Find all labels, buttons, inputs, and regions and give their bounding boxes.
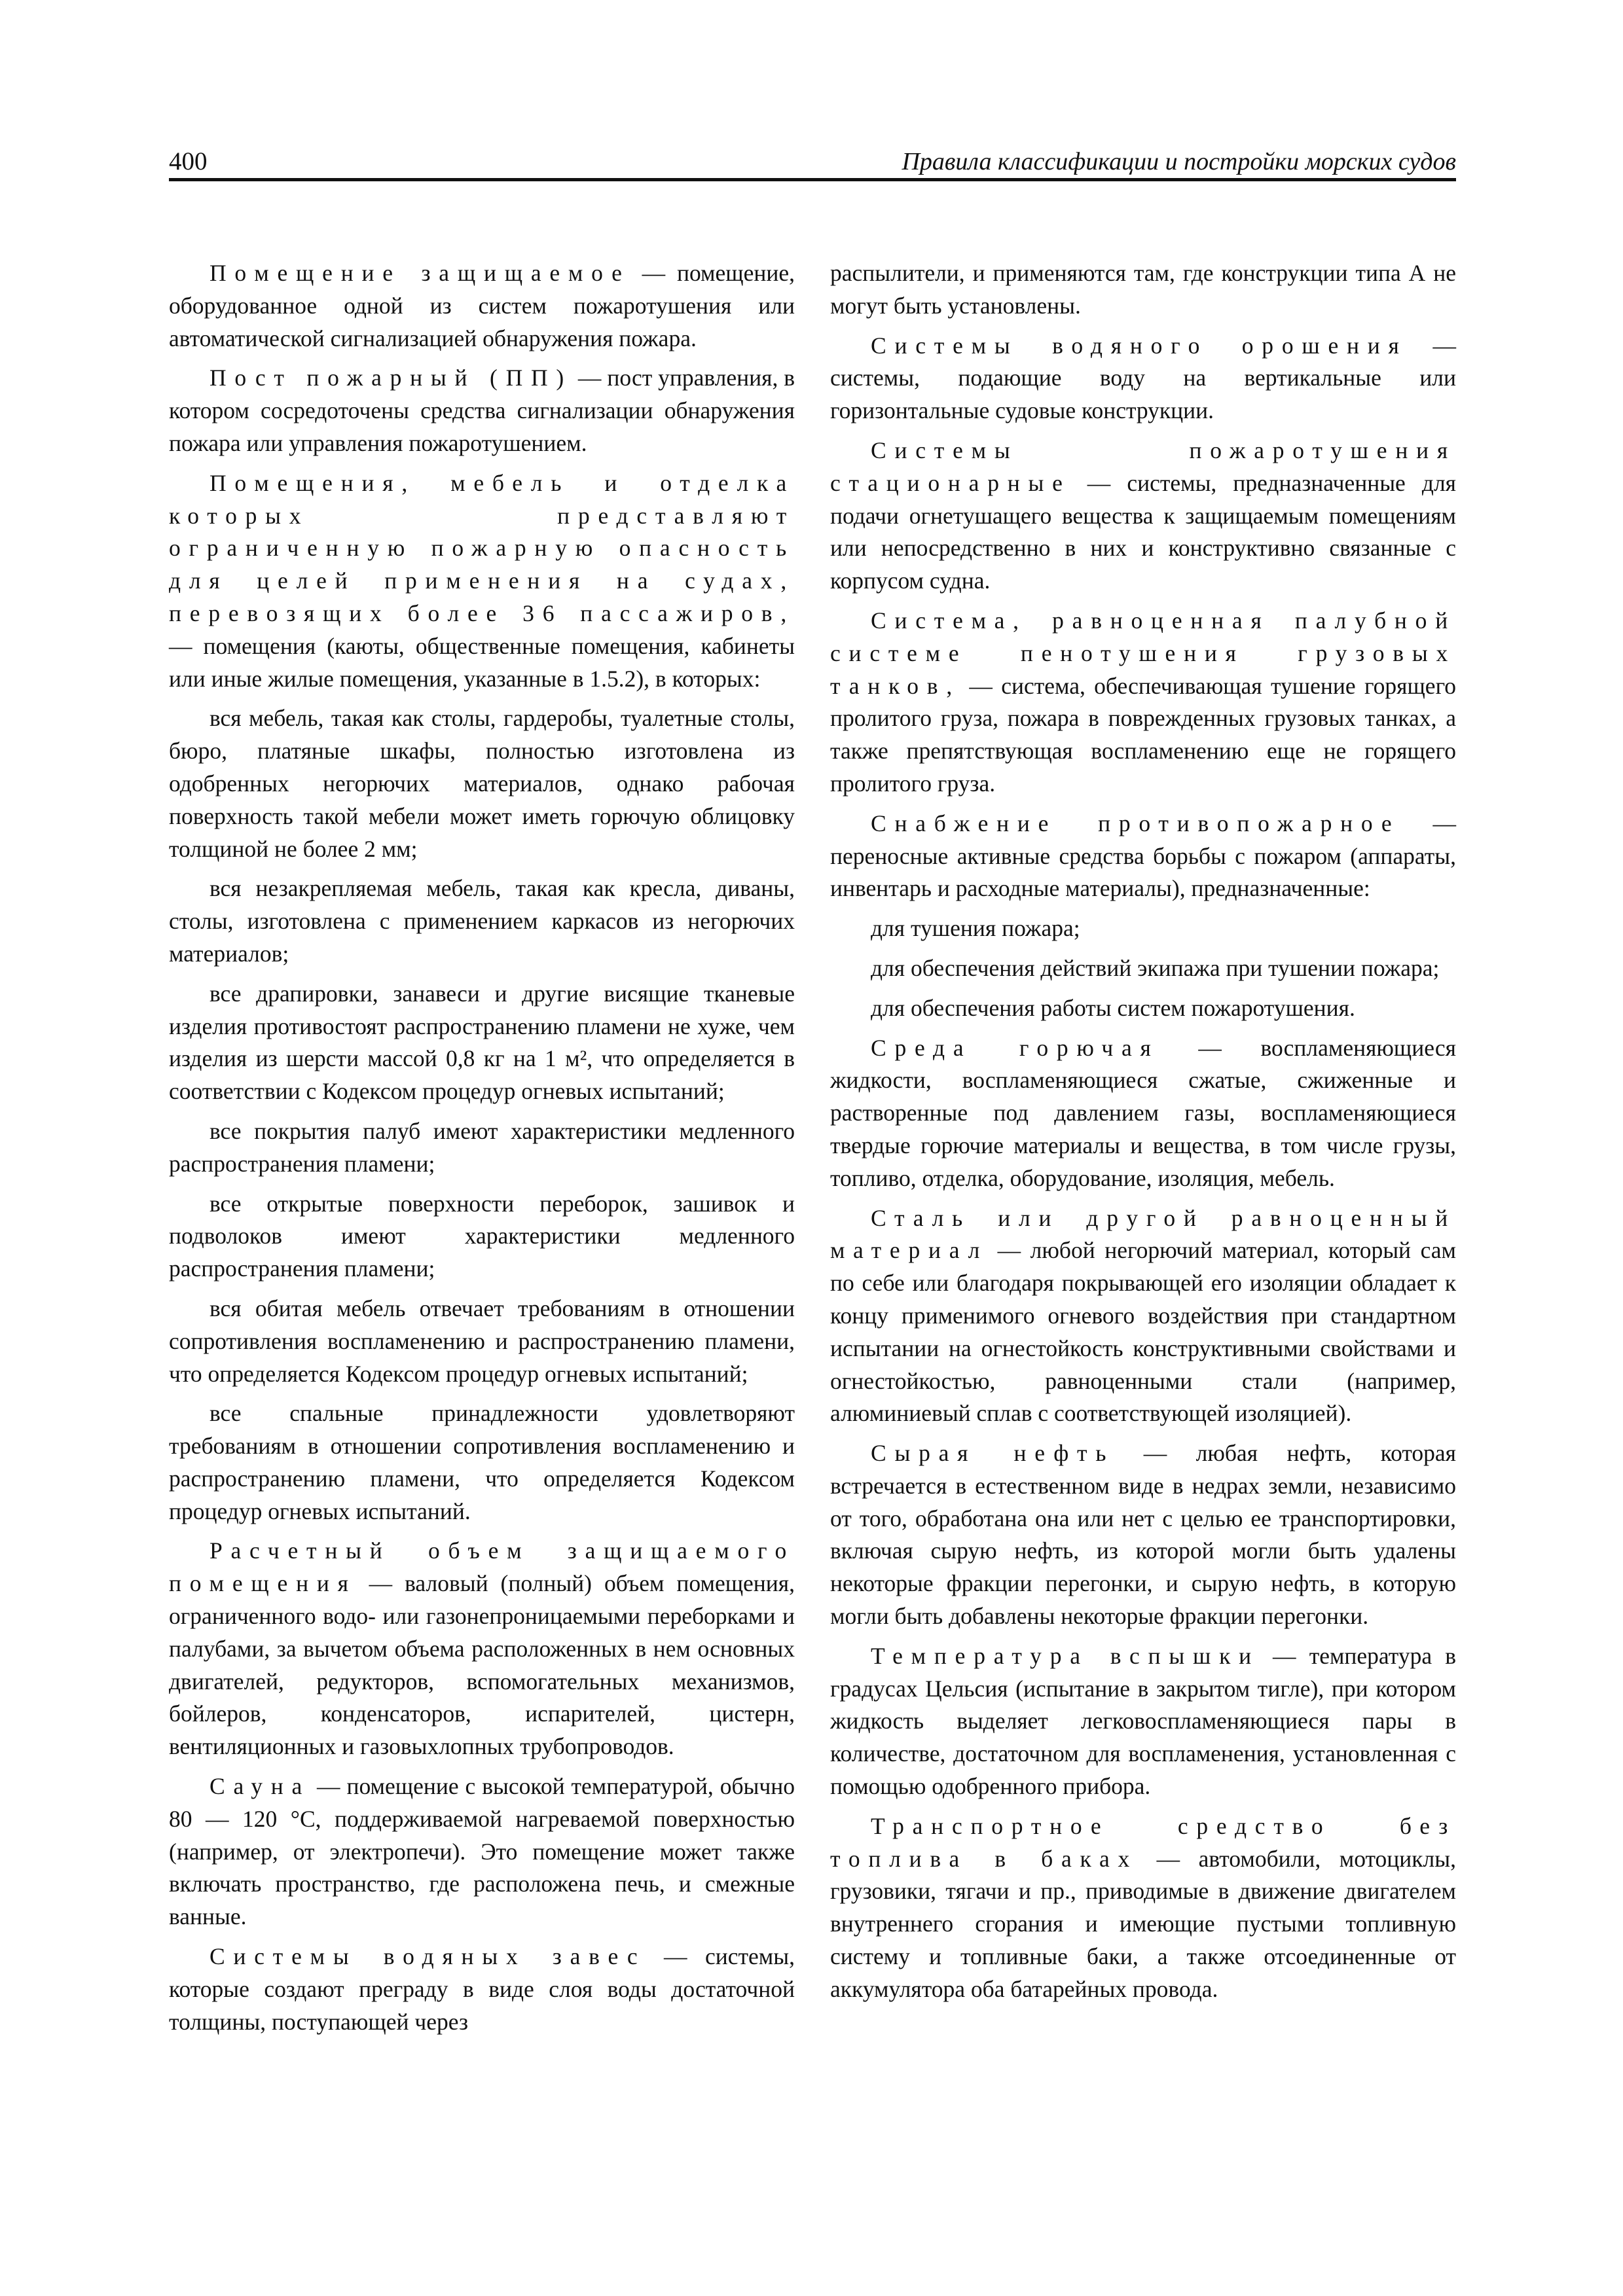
defined-term: Сауна [210, 1773, 311, 1800]
defined-term: Сырая нефть [871, 1440, 1115, 1467]
defined-term: Системы водяного орошения [871, 332, 1408, 359]
list-paragraph [169, 872, 795, 970]
definition-paragraph [830, 1810, 1456, 2006]
definition-text: — воспламеняющиеся жидкости, воспламеняющиеся сжатые, сжиженные и растворенные под давлением газы, воспламеняющиеся твердые горючие материалы и вещества, в том числе грузы, топливо, отделка, оборудование, изоляция, мебель. [830, 1034, 1456, 1191]
defined-term: Температура вспышки [871, 1642, 1260, 1669]
list-paragraph [169, 1397, 795, 1528]
list-text: все драпировки, занавеси и другие висящие тканевые изделия противостоят распространению пламени не хуже, чем изделия из шерсти массой 0,8 кг на 1 м², что определяется в соответствии с Кодексом процедур огневых испытаний; [169, 980, 795, 1105]
list-text: для обеспечения действий экипажа при тушении пожара; [871, 954, 1440, 981]
definition-text: — любая нефть, которая встречается в естественном виде в недрах земли, независимо от того, обработана она или нет с целью ее транспортировки, включая сырую нефть, из которой могли быть удалены некоторые фракции перегонки, и сырую нефть, в которую могли быть добавлены некоторые фракции перегонки. [830, 1440, 1457, 1630]
right-column [830, 257, 1456, 2006]
definition-text: — помещения (каюты, общественные помещения, кабинеты или иные жилые помещения, указанные в 1.5.2), в которых: [169, 632, 795, 692]
defined-term: Системы пожаротушения стационарные [830, 437, 1456, 496]
defined-term: Снабжение противопожарное [871, 810, 1400, 836]
definition-paragraph [169, 257, 795, 355]
list-paragraph [830, 952, 1456, 985]
defined-term: Среда горючая [871, 1034, 1159, 1061]
definition-paragraph [830, 1640, 1456, 1803]
definition-text: распылители, и применяются там, где конструкции типа А не могут быть установлены. [830, 260, 1456, 319]
definition-text: — любой негорючий материал, который сам по себе или благодаря покрывающей его изоляции обладает к концу применимого огневого воздействия при стандартном испытании на огнестойкость конструктивными свойствами и огнестойкостью, равноценными стали (например, алюминиевый сплав с соответствующей изоляцией). [830, 1237, 1456, 1427]
defined-term: Система, равноценная палубной системе пенотушения грузовых танков, [830, 607, 1456, 699]
defined-term: Системы водяных завес [210, 1943, 646, 1970]
list-text: все открытые поверхности переборок, зашивок и подволоков имеют характеристики медленного распространения пламени; [169, 1190, 795, 1282]
header-rule [169, 178, 1456, 181]
defined-term: Пост пожарный (ПП) [210, 365, 573, 391]
definition-text: — системы, которые создают преграду в виде слоя воды достаточной толщины, поступающей через [169, 1943, 795, 2035]
definition-text: — системы, подающие воду на вертикальные или горизонтальные судовые конструкции. [830, 332, 1457, 424]
page-header [169, 145, 1456, 178]
list-text: все покрытия палуб имеют характеристики медленного распространения пламени; [169, 1117, 795, 1177]
definition-text: — автомобили, мотоциклы, грузовики, тягачи и пр., приводимые в движение двигателем внутреннего сгорания и имеющие пустыми топливную систему и топливные баки, а также отсоединенные от аккумулятора оба батарейных провода. [830, 1845, 1456, 2002]
defined-term: Помещение защищаемое [210, 260, 630, 286]
definition-paragraph [169, 1535, 795, 1763]
definition-paragraph [830, 808, 1456, 905]
list-paragraph [169, 978, 795, 1108]
definition-paragraph [169, 467, 795, 696]
defined-term: Транспортное средство без топлива в баках [830, 1812, 1456, 1872]
definition-paragraph [830, 1032, 1456, 1195]
list-paragraph [169, 1115, 795, 1181]
defined-term: Помещения, мебель и отделка которых представляют ограниченную пожарную опасность для целей применения на судах, перевозящих более 36 пассажиров, [169, 469, 795, 626]
continuation-paragraph [830, 257, 1456, 323]
definition-paragraph [830, 330, 1456, 427]
definition-text: — помещение, оборудованное одной из систем пожаротушения или автоматической сигнализацией обнаружения пожара. [169, 260, 795, 351]
list-paragraph [169, 1293, 795, 1390]
running-title: Правила классификации и постройки морских судов [902, 148, 1456, 175]
definition-text: — системы, предназначенные для подачи огнетушащего вещества к защищаемым помещениям или непосредственно в них и конструктивно связанные с корпусом судна. [830, 469, 1456, 594]
list-text: для тушения пожара; [871, 915, 1080, 942]
list-paragraph [169, 1188, 795, 1285]
page-number: 400 [169, 147, 208, 175]
definition-text: — температура в градусах Цельсия (испытание в закрытом тигле), при котором жидкость выделяет легковоспламеняющиеся пары в количестве, достаточном для воспламенения, установленная с помощью одобренного прибора. [830, 1642, 1456, 1800]
definition-paragraph [830, 1437, 1456, 1633]
defined-term: Расчетный объем защищаемого помещения [169, 1537, 795, 1597]
definition-paragraph [830, 1202, 1456, 1431]
defined-term: Сталь или другой равноценный материал [830, 1204, 1456, 1264]
definition-text: — система, обеспечивающая тушение горящего пролитого груза, пожара в поврежденных грузовых танках, а также препятствующая воспламенению еще не горящего пролитого груза. [830, 672, 1456, 797]
definition-text: — помещение с высокой температурой, обычно 80 — 120 °С, поддерживаемой нагреваемой поверхностью (например, от электропечи). Это помещение может также включать пространство, где расположена печь, и смежные ванные. [169, 1773, 795, 1930]
definition-paragraph [169, 1770, 795, 1933]
list-text: вся обитая мебель отвечает требованиям в отношении сопротивления воспламенению и распространению пламени, что определяется Кодексом процедур огневых испытаний; [169, 1295, 795, 1387]
definition-paragraph [169, 362, 795, 459]
list-text: все спальные принадлежности удовлетворяют требованиям в отношении сопротивления воспламенению и распространению пламени, что определяется Кодексом процедур огневых испытаний. [169, 1400, 795, 1524]
definition-paragraph [830, 605, 1456, 800]
list-text: для обеспечения работы систем пожаротушения. [871, 994, 1355, 1021]
list-paragraph [830, 912, 1456, 945]
list-text: вся мебель, такая как столы, гардеробы, туалетные столы, бюро, платяные шкафы, полностью изготовлена из одобренных негорючих материалов, однако рабочая поверхность такой мебели может иметь горючую облицовку толщиной не более 2 мм; [169, 705, 795, 862]
definition-paragraph [169, 1941, 795, 2038]
definition-paragraph [830, 435, 1456, 598]
list-paragraph [830, 992, 1456, 1025]
definition-text: — пост управления, в котором сосредоточены средства сигнализации обнаружения пожара или управления пожаротушением. [169, 365, 795, 456]
left-column [169, 257, 795, 2038]
list-paragraph [169, 702, 795, 865]
definition-text: — переносные активные средства борьбы с пожаром (аппараты, инвентарь и расходные материалы), предназначенные: [830, 810, 1457, 902]
definition-text: — валовый (полный) объем помещения, ограниченного водо- или газонепроницаемыми переборками и палубами, за вычетом объема расположенных в нем основных двигателей, редукторов, вспомогательных механизмов, бойлеров, конденсаторов, испарителей, цистерн, вентиляционных и газовыхлопных трубопроводов. [169, 1570, 795, 1760]
list-text: вся незакрепляемая мебель, такая как кресла, диваны, столы, изготовлена с применением каркасов из негорючих материалов; [169, 875, 795, 967]
